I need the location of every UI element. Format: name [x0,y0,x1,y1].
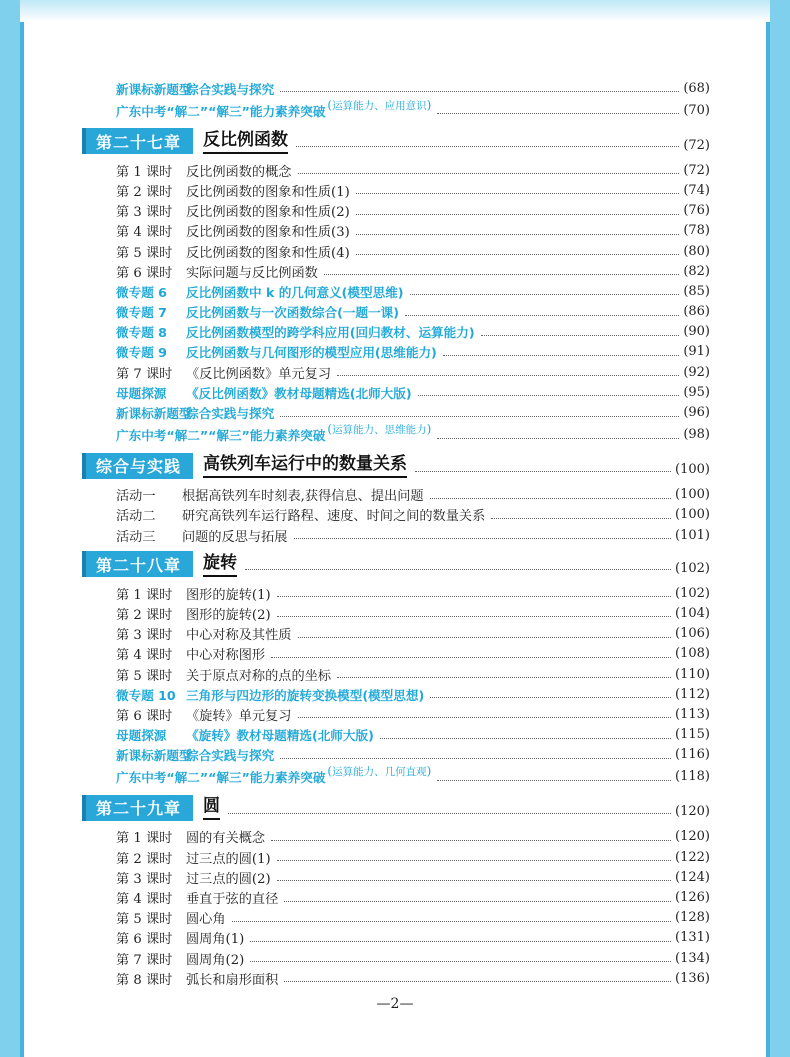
entry-page: (120) [675,829,710,845]
entry-title: 反比例函数的图象和性质(1) [186,184,350,200]
toc-entry [82,78,710,98]
top-strip [20,0,770,22]
entry-page: (116) [675,747,710,763]
dot-leader [298,172,680,174]
dot-leader [277,595,671,597]
entry-page: (113) [675,706,710,722]
dot-leader [430,696,671,698]
toc-entry [82,765,710,789]
entry-title: 反比例函数的图象和性质(2) [186,205,350,221]
entry-label: 第 2 课时 [116,184,173,200]
toc-entry [82,624,710,644]
toc-entry [82,342,710,362]
entry-label: 第 5 课时 [116,912,173,928]
toc-entry [82,505,710,525]
table-of-contents [82,78,710,988]
entry-label: 第 4 课时 [116,892,173,908]
entry-page: (106) [675,626,710,642]
dot-leader [380,737,671,739]
entry-title: 广东中考“解二”“解三”能力素养突破 [116,103,326,119]
entry-title: 广东中考“解二”“解三”能力素养突破 [116,770,326,786]
ability-text: 运算能力、应用意识 [332,99,427,112]
ability-tag [327,422,431,437]
entry-page: (72) [683,162,710,178]
dot-leader [294,537,672,539]
entry-page: (74) [683,182,710,198]
entry-page: (100) [675,487,710,503]
paren-open: ( [327,97,333,112]
entry-title: 关于原点对称的点的坐标 [186,668,332,684]
entry-title: 圆周角(1) [186,932,245,948]
toc-entry [82,603,710,623]
toc-entry [82,402,710,422]
entry-label: 母题探源 [116,728,167,744]
toc-entry [82,887,710,907]
entry-page: (118) [675,769,710,785]
entry-title: 《旋转》单元复习 [186,708,292,724]
toc-entry [82,485,710,505]
dot-leader [356,253,680,255]
ability-tag [327,98,431,113]
toc-entry [82,281,710,301]
entry-page: (122) [675,849,710,865]
entry-title: 过三点的圆(2) [186,871,271,887]
toc-entry [82,908,710,928]
entry-title: 反比例函数模型的跨学科应用(回归教材、运算能力) [186,325,475,341]
dot-leader [418,394,680,396]
dot-leader [296,145,679,147]
dot-leader [410,293,680,295]
dot-leader [430,497,671,499]
entry-page: (80) [683,243,710,259]
entry-page: (131) [675,930,710,946]
entry-page: (100) [675,507,710,523]
entry-label: 新课标新题型 [116,748,192,764]
dot-leader [232,920,671,922]
entry-page: (136) [675,970,710,986]
paren-close: ) [426,97,432,112]
dot-leader [298,636,672,638]
toc-entry [82,968,710,988]
toc-entry [82,98,710,122]
page-number: —2— [376,996,414,1012]
dot-leader [250,940,671,942]
chapter-badge: 第二十九章 [82,795,193,821]
dot-leader [277,615,671,617]
entry-page: (95) [683,384,710,400]
entry-title: 垂直于弦的直径 [186,892,279,908]
entry-title: 根据高铁列车时刻表,获得信息、提出问题 [182,489,424,505]
entry-page: (70) [683,102,710,118]
entry-page: (112) [675,686,710,702]
entry-label: 第 4 课时 [116,225,173,241]
dot-leader [284,980,671,982]
entry-label: 第 1 课时 [116,587,173,603]
dot-leader [356,213,680,215]
entry-title: 反比例函数与几何图形的模型应用(思维能力) [186,345,437,361]
dot-leader [491,517,671,519]
toc-entry [82,725,710,745]
chapter-heading [82,795,710,821]
chapter-page: (100) [675,462,710,478]
chapter-heading [82,551,710,577]
entry-label: 第 3 课时 [116,871,173,887]
entry-title: 《反比例函数》单元复习 [186,366,332,382]
entry-label: 第 1 课时 [116,831,173,847]
entry-label: 新课标新题型 [116,406,192,422]
chapter-name: 反比例函数 [203,129,288,154]
ability-text: 运算能力、几何直观 [332,766,427,779]
entry-title: 弧长和扇形面积 [186,972,279,988]
dot-leader [481,334,680,336]
entry-title: 图形的旋转(2) [186,607,271,623]
toc-entry [82,745,710,765]
toc-entry [82,684,710,704]
entry-title: 《旋转》教材母题精选(北师大版) [186,728,374,744]
entry-label: 第 6 课时 [116,932,173,948]
paren-open: ( [327,422,333,437]
dot-leader [245,568,671,570]
entry-label: 微专题 8 [116,325,167,341]
chapter-badge: 第二十七章 [82,128,193,154]
entry-label: 第 6 课时 [116,708,173,724]
entry-title: 圆心角 [186,912,226,928]
toc-entry [82,201,710,221]
dot-leader [356,233,680,235]
chapter-name: 高铁列车运行中的数量关系 [203,453,407,478]
chapter-heading [82,453,710,479]
entry-label: 第 3 课时 [116,628,173,644]
entry-page: (126) [675,890,710,906]
toc-entry [82,241,710,261]
entry-page: (78) [683,223,710,239]
dot-leader [405,314,679,316]
entry-title: 过三点的圆(1) [186,851,271,867]
entry-label: 第 5 课时 [116,245,173,261]
entry-title: 圆周角(2) [186,952,245,968]
chapter-name: 圆 [203,795,220,820]
entry-page: (110) [675,666,710,682]
chapter-badge: 综合与实践 [82,453,193,479]
entry-label: 第 7 课时 [116,952,173,968]
toc-entry [82,180,710,200]
toc-entry [82,525,710,545]
entry-label: 微专题 6 [116,284,167,300]
dot-leader [337,374,679,376]
entry-page: (101) [675,527,710,543]
dot-leader [277,879,671,881]
entry-page: (124) [675,869,710,885]
ability-tag [327,764,431,779]
entry-label: 母题探源 [116,385,167,401]
dot-leader [437,437,679,439]
dot-leader [280,757,671,759]
entry-title: 反比例函数与一次函数综合(一题一课) [186,305,400,321]
entry-title: 中心对称图形 [186,648,266,664]
dot-leader [280,415,679,417]
entry-label: 第 4 课时 [116,648,173,664]
entry-page: (76) [683,203,710,219]
entry-title: 反比例函数的图象和性质(3) [186,225,350,241]
entry-page: (90) [683,324,710,340]
dot-leader [443,354,680,356]
dot-leader [337,676,671,678]
entry-page: (86) [683,304,710,320]
entry-title: 广东中考“解二”“解三”能力素养突破 [116,428,326,444]
entry-label: 第 2 课时 [116,851,173,867]
toc-entry [82,302,710,322]
entry-label: 微专题 10 [116,687,176,703]
dot-leader [271,839,671,841]
toc-entry [82,423,710,447]
entry-title: 反比例函数的图象和性质(4) [186,245,350,261]
entry-page: (128) [675,910,710,926]
entry-page: (68) [683,80,710,96]
entry-page: (82) [683,263,710,279]
toc-entry [82,948,710,968]
dot-leader [324,273,679,275]
chapter-page: (102) [675,560,710,576]
toc-entry [82,160,710,180]
chapter-page: (72) [683,137,710,153]
entry-title: 中心对称及其性质 [186,628,292,644]
chapter-page: (120) [675,804,710,820]
entry-label: 第 3 课时 [116,205,173,221]
entry-title: 《反比例函数》教材母题精选(北师大版) [186,385,412,401]
dot-leader [280,90,679,92]
entry-page: (98) [683,427,710,443]
toc-entry [82,221,710,241]
entry-page: (85) [683,283,710,299]
toc-entry [82,261,710,281]
entry-title: 研究高铁列车运行路程、速度、时间之间的数量关系 [182,509,486,525]
entry-title: 反比例函数中 k 的几何意义(模型思维) [186,284,404,300]
toc-entry [82,847,710,867]
dot-leader [415,470,671,472]
entry-title: 问题的反思与拓展 [182,529,288,545]
entry-title: 圆的有关概念 [186,831,266,847]
entry-label: 第 6 课时 [116,265,173,281]
dot-leader [228,812,671,814]
entry-page: (108) [675,646,710,662]
chapter-name: 旋转 [203,552,237,577]
ability-text: 运算能力、思维能力 [332,424,427,437]
entry-label: 活动三 [116,529,156,545]
paren-open: ( [327,764,333,779]
dot-leader [356,192,680,194]
chapter-heading [82,128,710,154]
entry-page: (92) [683,364,710,380]
entry-label: 微专题 7 [116,305,167,321]
entry-label: 第 7 课时 [116,366,173,382]
entry-title: 图形的旋转(1) [186,587,271,603]
dot-leader [271,656,671,658]
entry-title: 综合实践与探究 [186,81,275,97]
entry-title: 综合实践与探究 [186,748,275,764]
dot-leader [250,960,671,962]
dot-leader [277,859,671,861]
entry-page: (115) [675,727,710,743]
toc-entry [82,583,710,603]
entry-label: 活动二 [116,509,156,525]
toc-entry [82,362,710,382]
toc-entry [82,664,710,684]
entry-label: 第 5 课时 [116,668,173,684]
toc-entry [82,322,710,342]
dot-leader [298,716,672,718]
entry-title: 反比例函数的概念 [186,164,292,180]
entry-label: 第 2 课时 [116,607,173,623]
paren-close: ) [426,764,432,779]
dot-leader [437,112,679,114]
toc-entry [82,928,710,948]
entry-page: (91) [683,344,710,360]
paren-close: ) [426,422,432,437]
toc-entry [82,867,710,887]
toc-entry [82,382,710,402]
dot-leader [284,900,671,902]
entry-label: 活动一 [116,489,156,505]
entry-title: 综合实践与探究 [186,406,275,422]
entry-page: (102) [675,585,710,601]
toc-entry [82,704,710,724]
entry-page: (104) [675,605,710,621]
entry-label: 第 1 课时 [116,164,173,180]
entry-label: 新课标新题型 [116,81,192,97]
toc-entry [82,827,710,847]
entry-page: (134) [675,950,710,966]
toc-entry [82,644,710,664]
chapter-badge: 第二十八章 [82,551,193,577]
entry-title: 三角形与四边形的旋转变换模型(模型思想) [186,687,425,703]
entry-page: (96) [683,405,710,421]
dot-leader [437,779,671,781]
entry-label: 第 8 课时 [116,972,173,988]
entry-title: 实际问题与反比例函数 [186,265,318,281]
entry-label: 微专题 9 [116,345,167,361]
